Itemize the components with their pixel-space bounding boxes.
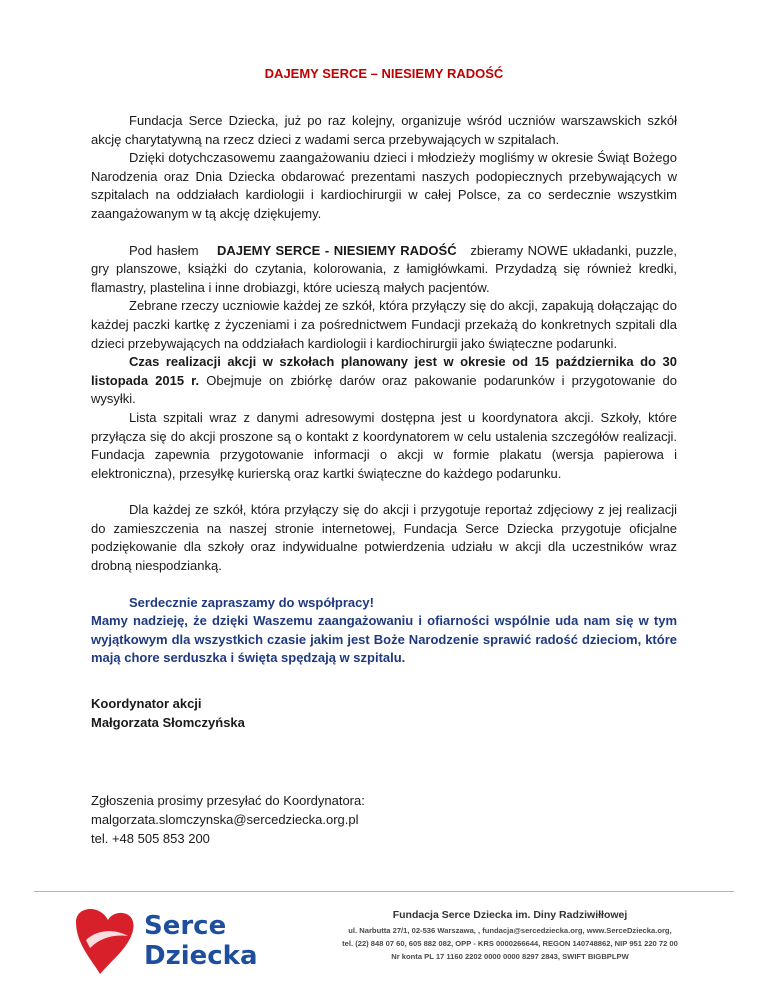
schedule-bold: Czas realizacji akcji w szkołach planowany jest w okresie od 15 października do 30 listopada 2015 r. — [91, 354, 677, 388]
coordinator-label: Koordynator akcji — [91, 696, 202, 711]
logo-word-dziecka: Dziecka — [144, 941, 258, 971]
paragraph-schedule — [91, 353, 677, 409]
footer-bank-line: Nr konta PL 17 1160 2202 0000 0000 8297 2843, SWIFT BIGBPLPW — [391, 952, 629, 961]
hope-paragraph: Mamy nadzieję, że dzięki Waszemu zaangażowaniu i ofiarności wspólnie uda nam się w tym wyjątkowym dla wszystkich czasie jakim jest Boże Narodzenie sprawić radość dzieciom, które mają chore serduszka i święta spędzają w szpitalu. — [91, 613, 677, 666]
contact-intro: Zgłoszenia prosimy przesyłać do Koordynatora: — [91, 793, 365, 808]
slogan-lead: Pod hasłem — [129, 242, 204, 258]
document-title: DAJEMY SERCE – NIESIEMY RADOŚĆ — [264, 66, 504, 81]
heart-shape-icon — [76, 909, 134, 974]
contact-phone: tel. +48 505 853 200 — [91, 831, 210, 846]
paragraph-hospitals: Lista szpitali wraz z danymi adresowymi dostępna jest u koordynatora akcji. Szkoły, które przyłącza się do akcji proszone są o kontakt z koordynatorem w celu ustalenia szczegółów realizacji. Fundacja zapewnia przygotowanie informacji o akcji w formie plakatu (wersja papierowa i elektroniczna), przesyłkę kurierską oraz kartki świąteczne do każdego podarunku. — [91, 409, 677, 481]
coordinator-block — [91, 694, 245, 732]
paragraph-packing: Zebrane rzeczy uczniowie każdej ze szkół, która przyłączy się do akcji, zapakują dołączając do każdej paczki kartkę z życzeniami i za pośrednictwem Fundacji przekażą do konkretnych szpitali dla dzieci przebywających na oddziałach kardiologii i kardiochirurgii jako świąteczne podarunki. — [91, 298, 677, 351]
footer-info — [290, 907, 730, 963]
slogan-bold: DAJEMY SERCE - NIESIEMY RADOŚĆ — [216, 242, 457, 258]
invitation-line: Serdecznie zapraszamy do współpracy! — [129, 594, 374, 610]
paragraph-slogan — [91, 242, 677, 298]
paragraph-report: Dla każdej ze szkół, która przyłączy się do akcji i przygotuje reportaż zdjęciowy z jej realizacji do zamieszczenia na naszej stronie internetowej, Fundacja Serce Dziecka przygotuje oficjalne podziękowanie dla szkoły oraz indywidualne potwierdzenia udziału w akcji dla uczestników wraz drobną niespodzianką. — [91, 502, 677, 574]
paragraph-intro: Fundacja Serce Dziecka, już po raz kolejny, organizuje wśród uczniów warszawskich szkół akcję charytatywną na rzecz dzieci z wadami serca przebywających w szpitalach. — [91, 113, 677, 147]
contact-block — [91, 791, 365, 848]
footer-divider — [34, 891, 734, 892]
contact-email[interactable]: malgorzata.slomczynska@sercedziecka.org.pl — [91, 812, 359, 827]
schedule-rest: Obejmuje on zbiórkę darów oraz pakowanie podarunków i przygotowanie do wysyłki. — [91, 372, 677, 407]
logo-word-serce: Serce — [144, 911, 227, 941]
footer-registry-line: tel. (22) 848 07 60, 605 882 082, OPP - KRS 0000266644, REGON 140748862, NIP 951 220 72 00 — [342, 939, 678, 948]
serce-dziecka-logo — [70, 900, 258, 978]
footer-address-line: ul. Narbutta 27/1, 02-536 Warszawa, , fundacja@sercedziecka.org, www.SerceDziecka.org, — [348, 926, 672, 935]
letter-body — [91, 112, 677, 668]
slogan-rest: zbieramy NOWE układanki, puzzle, gry planszowe, książki do czytania, kolorowania, z łamigłówkami. Przydadzą się również kredki, flamastry, plastelina i inne drobiazgi, które ucieszą małych pacjentów. — [91, 242, 678, 295]
paragraph-thanks: Dzięki dotychczasowemu zaangażowaniu dzieci i młodzieży mogliśmy w okresie Świąt Bożego Narodzenia oraz Dnia Dziecka obdarować prezentami naszych podopiecznych przebywających w szpitalach na oddziałach kardiologii i kardiochirurgii w całej Polsce, za co serdecznie wszystkim zaangażowanym w tą akcję dziękujemy. — [91, 150, 677, 221]
footer-foundation-name: Fundacja Serce Dziecka im. Diny Radziwiłłowej — [392, 909, 628, 921]
coordinator-name: Małgorzata Słomczyńska — [91, 715, 245, 730]
